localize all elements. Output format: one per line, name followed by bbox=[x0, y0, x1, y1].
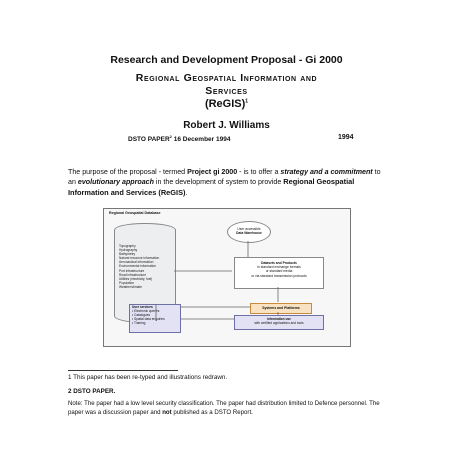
title-line-1: Research and Development Proposal - Gi 2000 bbox=[110, 54, 343, 66]
systems-platforms-box: Systems and Platforms bbox=[250, 303, 312, 314]
title-line-2 bbox=[0, 72, 453, 98]
database-item: Population bbox=[119, 280, 135, 285]
note-text: Note: The paper had a low level security classification. The paper had distribution limited to Defence personnel. The paper was a discussion paper and bbox=[68, 400, 380, 416]
diagram-title: Regional Geospatial Database bbox=[109, 211, 161, 215]
user-service-item: • Electronic queries bbox=[132, 309, 160, 313]
database-item: Weather/climate bbox=[119, 284, 142, 289]
cloud-label-2: Data Warehouse bbox=[236, 231, 262, 235]
paper-ref-label: DSTO PAPER bbox=[128, 136, 170, 144]
intro-strategy: strategy and a commitment bbox=[280, 168, 373, 176]
footnote-1: 1 This paper has been re-typed and illustrations redrawn. bbox=[68, 374, 228, 381]
datasets-title: Datasets and Products bbox=[261, 261, 297, 265]
database-item: Utilities (electricity, fuel) bbox=[119, 276, 153, 281]
database-item: Natural resource information bbox=[119, 256, 160, 261]
paper-year: 1994 bbox=[338, 134, 354, 141]
title-line-2a: Regional Geospatial Information and bbox=[135, 72, 318, 84]
intro-text: to an bbox=[68, 168, 381, 187]
footnote-2: 2 DSTO PAPER. bbox=[68, 388, 116, 395]
footnote-note bbox=[68, 400, 390, 417]
database-item: Environmental information bbox=[119, 264, 157, 269]
database-item: Road infrastructure bbox=[119, 272, 147, 277]
intro-text: . bbox=[185, 188, 188, 197]
user-service-item: • Catalogues bbox=[132, 313, 151, 317]
user-service-item: • Training bbox=[132, 321, 146, 325]
paper-date: 16 December 1994 bbox=[173, 136, 231, 144]
note-emphasis: not bbox=[162, 408, 172, 416]
footnote-rule bbox=[68, 370, 178, 371]
note-text: published as a DSTO Report. bbox=[171, 408, 253, 416]
datasets-line: or standard media bbox=[265, 269, 293, 274]
diagram-connectors bbox=[104, 209, 350, 346]
database-item: Aeronautical information bbox=[119, 260, 154, 265]
info-use-title: Information use bbox=[267, 317, 291, 321]
database-item: Topography bbox=[119, 244, 136, 248]
user-services-title: User services bbox=[132, 305, 153, 309]
info-use-line: with certified applications and tools bbox=[254, 321, 304, 326]
title-line-3 bbox=[0, 98, 453, 110]
datasets-line: or via standard transmission protocols bbox=[251, 273, 307, 278]
intro-regis: Regional Geospatial Information and Services (ReGIS) bbox=[68, 177, 355, 197]
datasets-line: in standard exchange formats bbox=[257, 265, 301, 270]
intro-approach: evolutionary approach bbox=[77, 178, 154, 187]
database-item: Bathymetry bbox=[119, 252, 136, 257]
title-footnote-mark: 1 bbox=[245, 98, 249, 105]
intro-text: The purpose of the proposal - termed bbox=[68, 168, 188, 176]
cloud-label-1: User accessible bbox=[237, 227, 261, 231]
regis-diagram bbox=[103, 208, 351, 347]
title-acronym: (ReGIS) bbox=[204, 98, 246, 110]
author-name: Robert J. Williams bbox=[183, 120, 270, 131]
title-line-2b: Services bbox=[205, 85, 248, 97]
intro-paragraph bbox=[68, 168, 384, 198]
intro-project-name: Project gi 2000 bbox=[187, 168, 238, 176]
paper-reference bbox=[128, 134, 230, 143]
database-item: Port infrastructure bbox=[119, 268, 145, 273]
intro-text: in the development of system to provide bbox=[153, 178, 284, 187]
database-item: Hydrography bbox=[119, 248, 138, 253]
paper-footnote-mark: 2 bbox=[169, 134, 172, 139]
user-service-item: • Spatial data enquiries bbox=[132, 317, 165, 321]
intro-text: - is to offer a bbox=[237, 168, 281, 176]
